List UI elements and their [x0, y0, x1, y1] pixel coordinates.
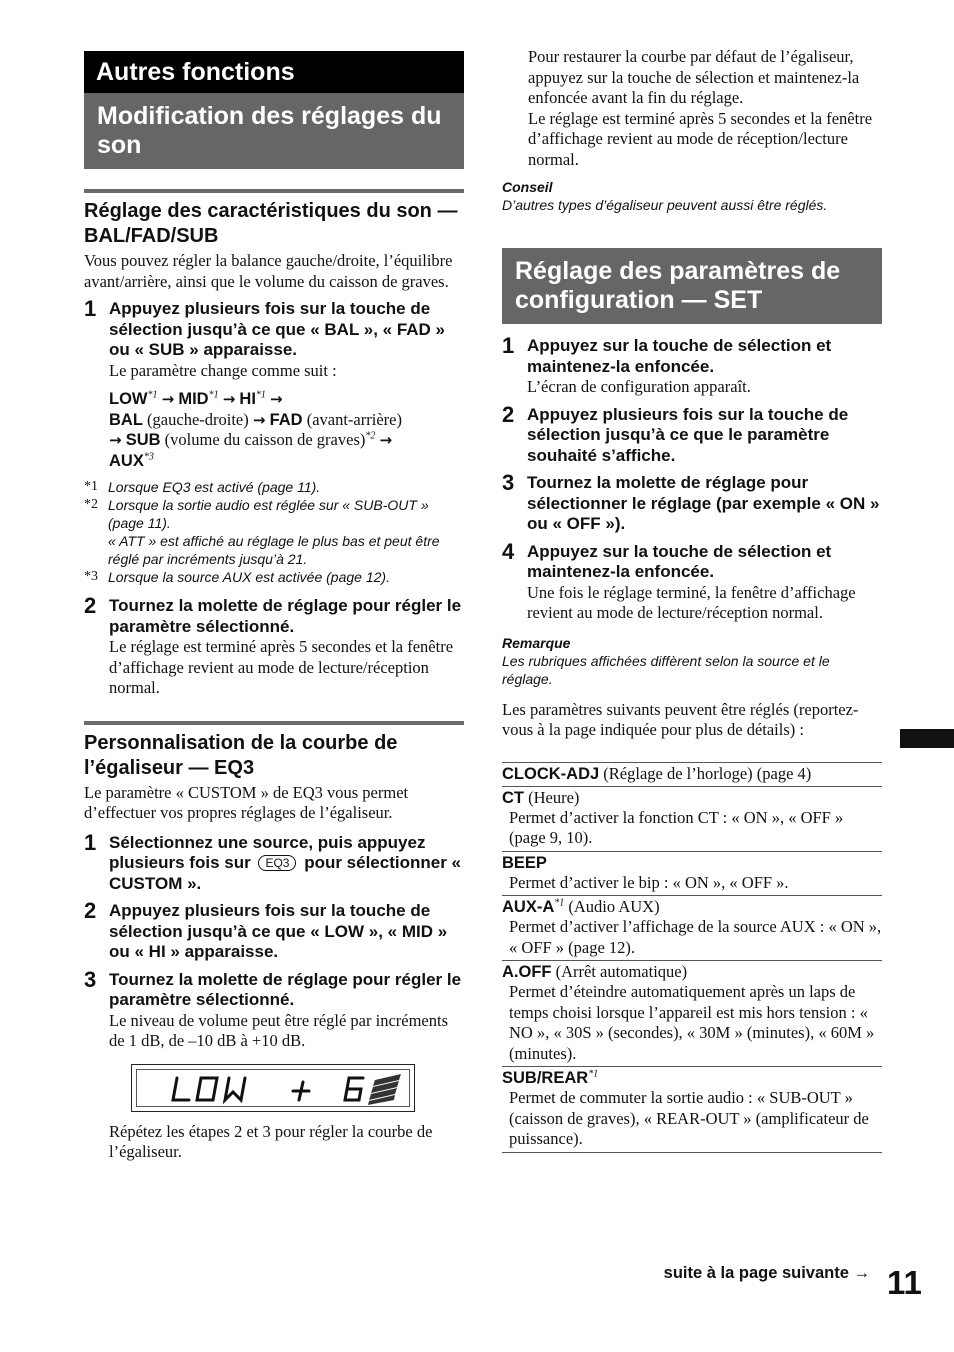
step-number: 1	[84, 829, 97, 855]
section-banner-sub: Modification des réglages du son	[84, 93, 464, 169]
footnote-text: Lorsque EQ3 est activé (page 11).	[108, 479, 321, 495]
param-row	[502, 786, 882, 851]
footnote	[84, 568, 464, 586]
step-1-bal	[84, 296, 464, 586]
step-text: Le réglage est terminé après 5 secondes et la fenêtre d’affichage revient au mode de lecture/réception normal.	[109, 637, 454, 697]
parameter-sequence	[109, 389, 464, 471]
footnote-ref: *1	[208, 389, 219, 401]
param-label: (Arrêt automatique)	[551, 962, 688, 981]
step-title: Tournez la molette de réglage pour régler le paramètre sélectionné.	[109, 969, 462, 1009]
footnote-ref: *1	[554, 897, 565, 909]
arrow-right-icon: →	[379, 431, 393, 449]
param-row	[502, 1066, 882, 1152]
section-banner-set: Réglage des paramètres de configuration — SET	[502, 248, 882, 324]
footnotes	[84, 478, 464, 586]
tip-text: D’autres types d’égaliseur peuvent aussi être réglés.	[502, 197, 828, 213]
param-label: (Réglage de l’horloge) (page 4)	[599, 763, 812, 783]
step-title: Appuyez plusieurs fois sur la touche de sélection jusqu’à ce que « LOW », « MID » ou « HI » apparaisse.	[109, 901, 448, 961]
seq-mid: MID	[178, 390, 209, 408]
param-label: (Audio AUX)	[564, 897, 660, 916]
param-head	[502, 787, 882, 808]
seq-aux: AUX	[109, 451, 144, 470]
param-desc: Permet d’activer la fonction CT : « ON », « OFF » (page 9, 10).	[509, 807, 844, 847]
step-2-bal	[84, 593, 464, 699]
params-intro: Les paramètres suivants peuvent être réglés (reportez-vous à la page indiquée pour plus de détails) :	[502, 699, 859, 739]
footnote	[84, 478, 464, 496]
step-number: 1	[84, 296, 97, 321]
param-name: BEEP	[502, 853, 547, 872]
param-name: CLOCK-ADJ	[502, 764, 600, 783]
step-text: Le niveau de volume peut être réglé par incréments de 1 dB, de –10 dB à +10 dB.	[109, 1010, 449, 1050]
heading-bal-fad-sub: Réglage des caractéristiques du son — BAL/FAD/SUB	[84, 189, 464, 249]
parameters-table	[502, 762, 882, 1153]
heading-eq3: Personnalisation de la courbe de l’égaliseur — EQ3	[84, 721, 464, 781]
step-3-set	[502, 470, 882, 535]
param-desc: Permet de commuter la sortie audio : « SUB-OUT » (caisson de graves), « REAR-OUT » (amplificateur de puissance).	[509, 1088, 869, 1148]
step-number: 4	[502, 538, 515, 564]
right-column	[502, 47, 882, 1153]
step-1-set	[502, 333, 882, 398]
step-title-part: pour sélectionner « CUSTOM ».	[109, 853, 462, 893]
param-name: A.OFF	[502, 963, 552, 981]
param-head	[502, 1067, 882, 1088]
param-row	[502, 762, 882, 786]
section-banner-main: Autres fonctions	[84, 51, 464, 93]
param-row	[502, 960, 882, 1066]
param-head	[502, 961, 882, 982]
tip-label: Conseil	[502, 179, 553, 195]
arrow-right-icon: →	[252, 410, 266, 429]
footnote-text: Lorsque la source AUX est activée (page 12).	[108, 569, 390, 585]
footnote-ref: *1	[588, 1068, 599, 1080]
param-head	[502, 896, 882, 917]
footnote-ref: *1	[255, 389, 266, 401]
footnote-ref: *3	[143, 451, 154, 462]
lcd-segment-icon	[137, 1070, 411, 1108]
arrow-right-icon: →	[270, 390, 283, 408]
step-3-eq3	[84, 966, 464, 1163]
lcd-frame	[136, 1069, 410, 1107]
footnote-mark: *3	[84, 569, 98, 584]
left-column	[84, 51, 464, 1163]
after-lcd-text: Répétez les étapes 2 et 3 pour régler la courbe de l’égaliseur.	[109, 1121, 433, 1161]
arrow-right-icon: →	[161, 390, 175, 408]
step-number: 1	[502, 333, 515, 358]
param-head	[502, 852, 882, 873]
intro-eq3: Le paramètre « CUSTOM » de EQ3 vous permet d’effectuer vos propres réglages de l’égaliseur.	[84, 782, 409, 822]
step-title: Appuyez sur la touche de sélection et maintenez-la enfoncée.	[527, 541, 832, 581]
step-title: Appuyez plusieurs fois sur la touche de sélection jusqu’à ce que « BAL », « FAD » ou « SUB » apparaisse.	[109, 299, 446, 359]
note-label: Remarque	[502, 634, 571, 651]
footnote-ref: *1	[147, 389, 158, 401]
step-number: 3	[502, 470, 515, 495]
step-text: Le paramètre change comme suit :	[109, 360, 337, 380]
seq-bal-desc: (gauche-droite)	[142, 409, 253, 429]
footnote-ref: *2	[365, 430, 376, 442]
step-text: Une fois le réglage terminé, la fenêtre d’affichage revient au mode de lecture/réception normal.	[527, 582, 856, 622]
seq-fad-desc: (avant-arrière)	[302, 409, 402, 429]
param-name: SUB/REAR	[502, 1069, 589, 1087]
lcd-display-illustration	[131, 1064, 415, 1112]
footnote-text: Lorsque la sortie audio est réglée sur « SUB-OUT » (page 11).	[108, 497, 429, 531]
eq3-button-icon: EQ3	[258, 855, 296, 871]
param-head	[502, 763, 882, 784]
seq-fad: FAD	[269, 410, 303, 429]
step-title-part: Sélectionnez une source, puis appuyez plusieurs fois sur	[109, 832, 426, 872]
param-label: (Heure)	[524, 787, 580, 807]
step-2-set	[502, 401, 882, 467]
intro-bal-fad-sub: Vous pouvez régler la balance gauche/droite, l’équilibre avant/arrière, ainsi que le volume du caisson de graves.	[84, 251, 453, 291]
footnote-mark: *1	[84, 479, 98, 494]
footnote	[84, 496, 464, 568]
arrow-right-icon: →	[109, 431, 122, 449]
page-number: 11	[887, 1264, 922, 1301]
param-desc: Permet d’éteindre automatiquement après un laps de temps choisi lorsque l’appareil est mis hors tension : « NO », « 30S » (secondes), « 30M » (minutes), « 60M » (minutes).	[509, 982, 875, 1063]
step-title: Tournez la molette de réglage pour sélectionner le réglage (par exemple « ON » ou « OFF »).	[527, 473, 880, 533]
seq-sub: SUB	[125, 431, 161, 449]
continued-text-2: Le réglage est terminé après 5 secondes et la fenêtre d’affichage revient au mode de réception/lecture normal.	[528, 108, 873, 169]
step-number: 2	[84, 593, 97, 618]
side-thumb-tab	[900, 729, 954, 748]
param-desc: Permet d’activer l’affichage de la source AUX : « ON », « OFF » (page 12).	[509, 917, 882, 957]
param-row	[502, 851, 882, 896]
param-row	[502, 895, 882, 960]
seq-low: LOW	[109, 390, 148, 408]
note-text: Les rubriques affichées diffèrent selon la source et le réglage.	[502, 652, 830, 687]
param-name: AUX-A	[502, 898, 555, 916]
step-2-eq3	[84, 898, 464, 963]
continued-next-page: suite à la page suivante →	[663, 1264, 870, 1282]
arrow-right-icon: →	[222, 390, 236, 408]
step-number: 2	[84, 898, 97, 923]
continued-text: Pour restaurer la courbe par défaut de l’égaliseur, appuyez sur la touche de sélection et maintenez-la enfoncée avant la fin du réglage.	[528, 47, 860, 107]
step-1-eq3	[84, 829, 464, 895]
step-title: Tournez la molette de réglage pour régler le paramètre sélectionné.	[109, 596, 462, 636]
step-number: 2	[502, 401, 515, 427]
step-title: Appuyez sur la touche de sélection et maintenez-la enfoncée.	[527, 336, 832, 376]
seq-sub-desc: (volume du caisson de graves)	[160, 430, 366, 449]
seq-hi: HI	[239, 390, 256, 408]
step-4-set	[502, 538, 882, 624]
step-title: Appuyez plusieurs fois sur la touche de sélection jusqu’à ce que le paramètre souhaité s’affiche.	[527, 404, 849, 465]
param-name: CT	[502, 788, 524, 807]
step-number: 3	[84, 966, 97, 992]
footnote-text-extra: « ATT » est affiché au réglage le plus bas et peut être réglé par incréments jusqu’à 21.	[108, 533, 440, 567]
step-title	[109, 833, 464, 895]
step-text: L’écran de configuration apparaît.	[527, 377, 751, 396]
param-desc: Permet d’activer le bip : « ON », « OFF ».	[509, 872, 789, 892]
seq-bal: BAL	[109, 410, 143, 429]
footnote-mark: *2	[84, 497, 98, 512]
